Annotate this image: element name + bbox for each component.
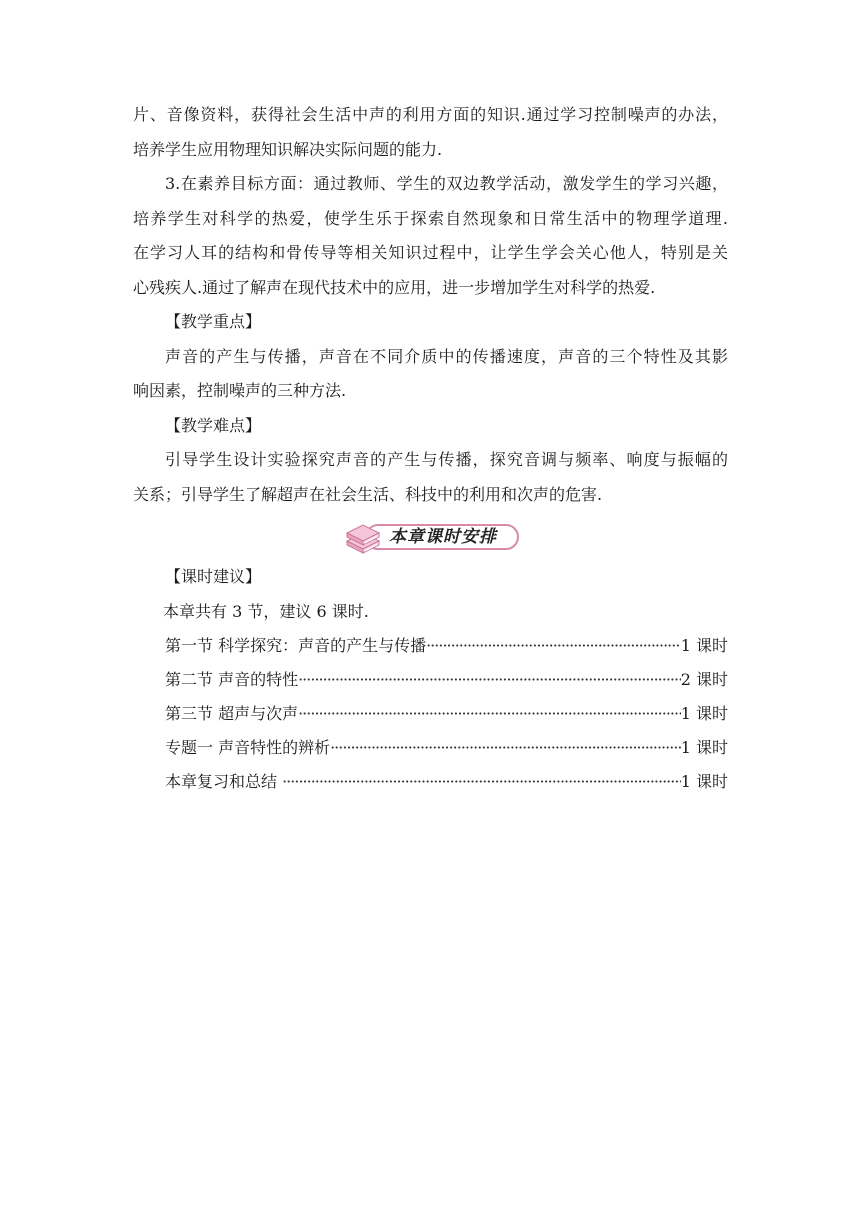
- key-points-heading: 【教学重点】: [165, 312, 262, 331]
- schedule-item-hours: 2 课时: [680, 670, 728, 689]
- paragraph-line: 心残疾人.通过了解声在现代技术中的应用，进一步增加学生对科学的热爱.: [133, 277, 656, 297]
- schedule-item-title: 本章复习和总结: [165, 772, 283, 791]
- schedule-item: [133, 629, 728, 663]
- schedule-item-title: 第二节 声音的特性: [165, 670, 299, 689]
- schedule-item-title: 专题一 声音特性的辨析: [165, 738, 331, 757]
- schedule-summary: 本章共有 3 节，建议 6 课时.: [163, 601, 369, 621]
- difficulties-heading: 【教学难点】: [165, 415, 262, 435]
- paragraph-line: 在学习人耳的结构和骨传导等相关知识过程中，让学生学会关心他人，特别是关: [133, 243, 728, 262]
- banner-title: 本章课时安排: [389, 527, 497, 547]
- schedule-item-hours: 1 课时: [680, 738, 728, 757]
- paragraph-line: 声音的产生与传播，声音在不同介质中的传播速度，声音的三个特性及其影: [165, 346, 728, 366]
- paragraph-line: 3.在素养目标方面：通过教师、学生的双边教学活动，激发学生的学习兴趣，: [165, 174, 728, 193]
- leader-dots: [426, 629, 681, 663]
- schedule-item: [133, 765, 728, 799]
- schedule-item: [133, 697, 728, 731]
- schedule-item-title: 第三节 超声与次声: [165, 704, 299, 723]
- paragraph-line: 培养学生对科学的热爱，使学生乐于探索自然现象和日常生活中的物理学道理.: [133, 208, 728, 228]
- leader-dots: [330, 731, 681, 765]
- paragraph-line: 关系；引导学生了解超声在社会生活、科技中的利用和次声的危害.: [133, 484, 603, 504]
- section-banner: [133, 512, 728, 560]
- books-icon: [341, 519, 385, 555]
- schedule-item-hours: 1 课时: [680, 772, 728, 791]
- paragraph-line: 片、音像资料，获得社会生活中声的利用方面的知识.通过学习控制噪声的办法，: [133, 105, 728, 124]
- schedule-item: [133, 663, 728, 697]
- schedule-item-title: 第一节 科学探究：声音的产生与传播: [165, 636, 427, 655]
- schedule-item-hours: 1 课时: [680, 636, 728, 655]
- schedule-heading: 【课时建议】: [165, 567, 262, 586]
- leader-dots: [282, 765, 681, 799]
- paragraph-line: 响因素，控制噪声的三种方法.: [133, 381, 347, 400]
- document-body: [133, 98, 728, 799]
- paragraph-line: 引导学生设计实验探究声音的产生与传播，探究音调与频率、响度与振幅的: [165, 450, 728, 469]
- paragraph-line: 培养学生应用物理知识解决实际问题的能力.: [133, 139, 443, 159]
- schedule-item: [133, 731, 728, 765]
- schedule-item-hours: 1 课时: [680, 704, 728, 723]
- leader-dots: [298, 663, 681, 697]
- leader-dots: [298, 697, 681, 731]
